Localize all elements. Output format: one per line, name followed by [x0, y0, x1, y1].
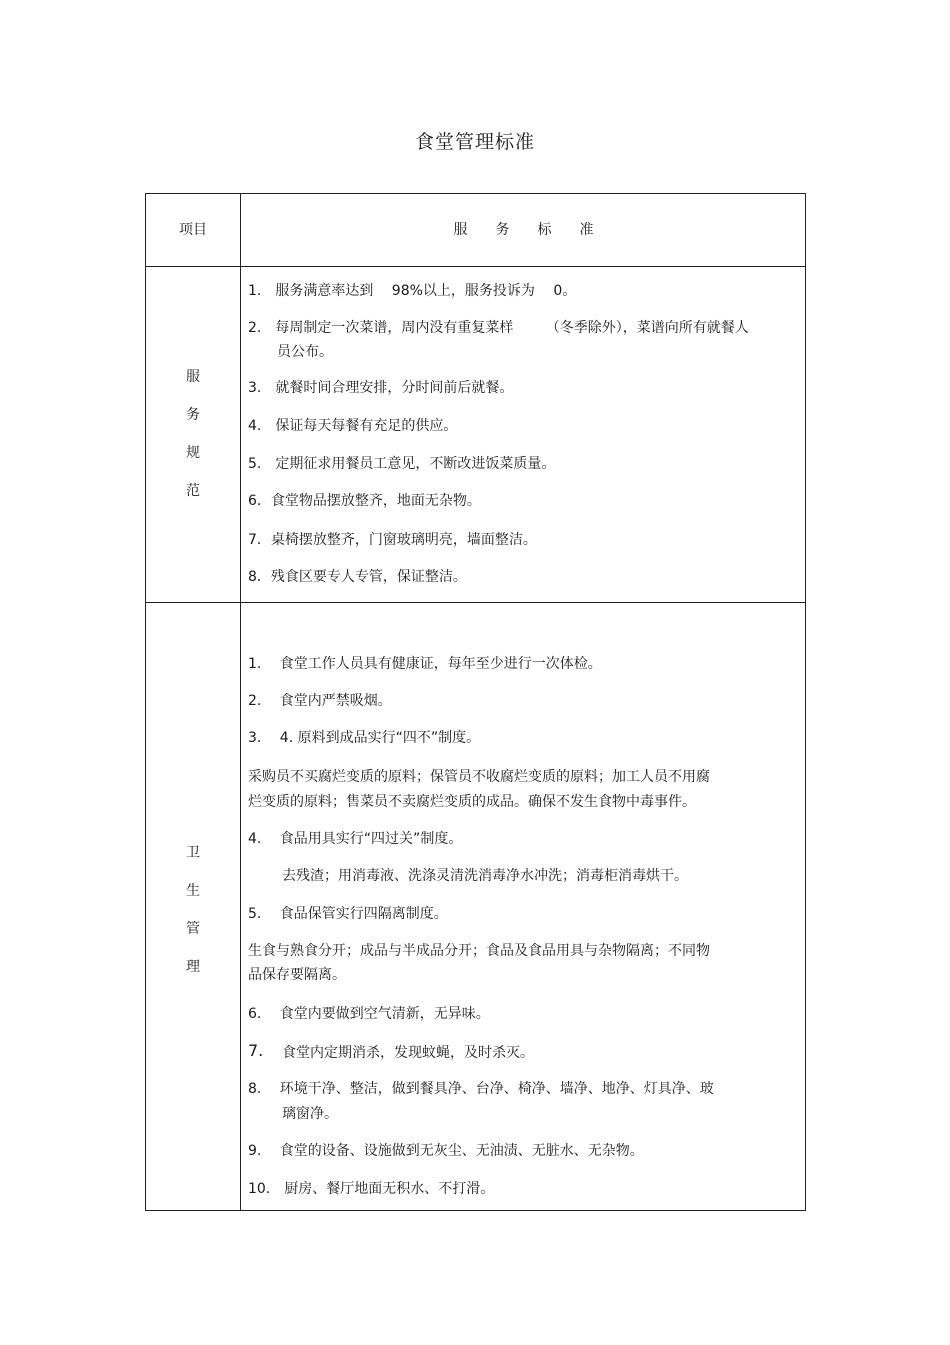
list-item: 1. 食堂工作人员具有健康证，每年至少进行一次体检。 — [248, 656, 602, 672]
list-item: 4. 保证每天每餐有充足的供应。 — [248, 418, 458, 434]
list-item: 3. 4. 原料到成品实行“四不”制度。 — [248, 730, 481, 746]
list-item: 3. 就餐时间合理安排，分时间前后就餐。 — [248, 380, 514, 396]
list-item-number: 7. — [248, 1041, 264, 1060]
section-label-hygiene: 卫 生 管 理 — [186, 845, 200, 975]
list-item-detail: 生食与熟食分开；成品与半成品分开；食品及食品用具与杂物隔离；不同物 — [248, 943, 710, 959]
list-item: 6. 食堂内要做到空气清新，无异味。 — [248, 1006, 490, 1022]
list-item: 10. 厨房、餐厅地面无积水、不打滑。 — [248, 1181, 495, 1197]
column-divider — [240, 194, 241, 1210]
list-item-continuation: 璃窗净。 — [282, 1106, 338, 1122]
list-item-detail: 品保存要隔离。 — [248, 967, 346, 983]
standards-table — [145, 193, 806, 1211]
list-item: 8. 环境干净、整洁，做到餐具净、台净、椅净、墙净、地净、灯具净、玻 — [248, 1081, 714, 1097]
section-divider — [146, 602, 805, 603]
list-item: 5. 定期征求用餐员工意见，不断改进饭菜质量。 — [248, 456, 556, 472]
list-item: 6．食堂物品摆放整齐，地面无杂物。 — [248, 493, 481, 509]
header-item-label: 项目 — [179, 222, 207, 238]
section-label-service: 服 务 规 范 — [186, 369, 200, 499]
list-item: 9. 食堂的设备、设施做到无灰尘、无油渍、无脏水、无杂物。 — [248, 1143, 644, 1159]
document-title: 食堂管理标准 — [414, 131, 535, 153]
list-item: 2. 食堂内严禁吸烟。 — [248, 693, 392, 709]
list-item: 4. 食品用具实行“四过关”制度。 — [248, 831, 463, 847]
list-item: 7．桌椅摆放整齐，门窗玻璃明亮，墙面整洁。 — [248, 532, 537, 548]
list-item: 1. 服务满意率达到 98%以上，服务投诉为 0。 — [248, 283, 577, 299]
list-item-detail: 去残渣；用消毒液、洗涤灵清洗消毒净水冲洗；消毒柜消毒烘干。 — [282, 868, 688, 884]
list-item: 5. 食品保管实行四隔离制度。 — [248, 906, 448, 922]
list-item: 8．残食区要专人专管，保证整洁。 — [248, 569, 467, 585]
header-standard-label: 服 务 标 准 — [453, 222, 594, 238]
header-divider — [146, 266, 805, 267]
list-item: 食堂内定期消杀，发现蚊蝇，及时杀灭。 — [282, 1045, 534, 1061]
list-item-detail: 烂变质的原料；售菜员不卖腐烂变质的成品。确保不发生食物中毒事件。 — [248, 794, 696, 810]
list-item: 2. 每周制定一次菜谱，周内没有重复菜样 （冬季除外），菜谱向所有就餐人 — [248, 320, 749, 336]
list-item-detail: 采购员不买腐烂变质的原料；保管员不收腐烂变质的原料；加工人员不用腐 — [248, 769, 710, 785]
list-item-continuation: 员公布。 — [277, 344, 333, 360]
